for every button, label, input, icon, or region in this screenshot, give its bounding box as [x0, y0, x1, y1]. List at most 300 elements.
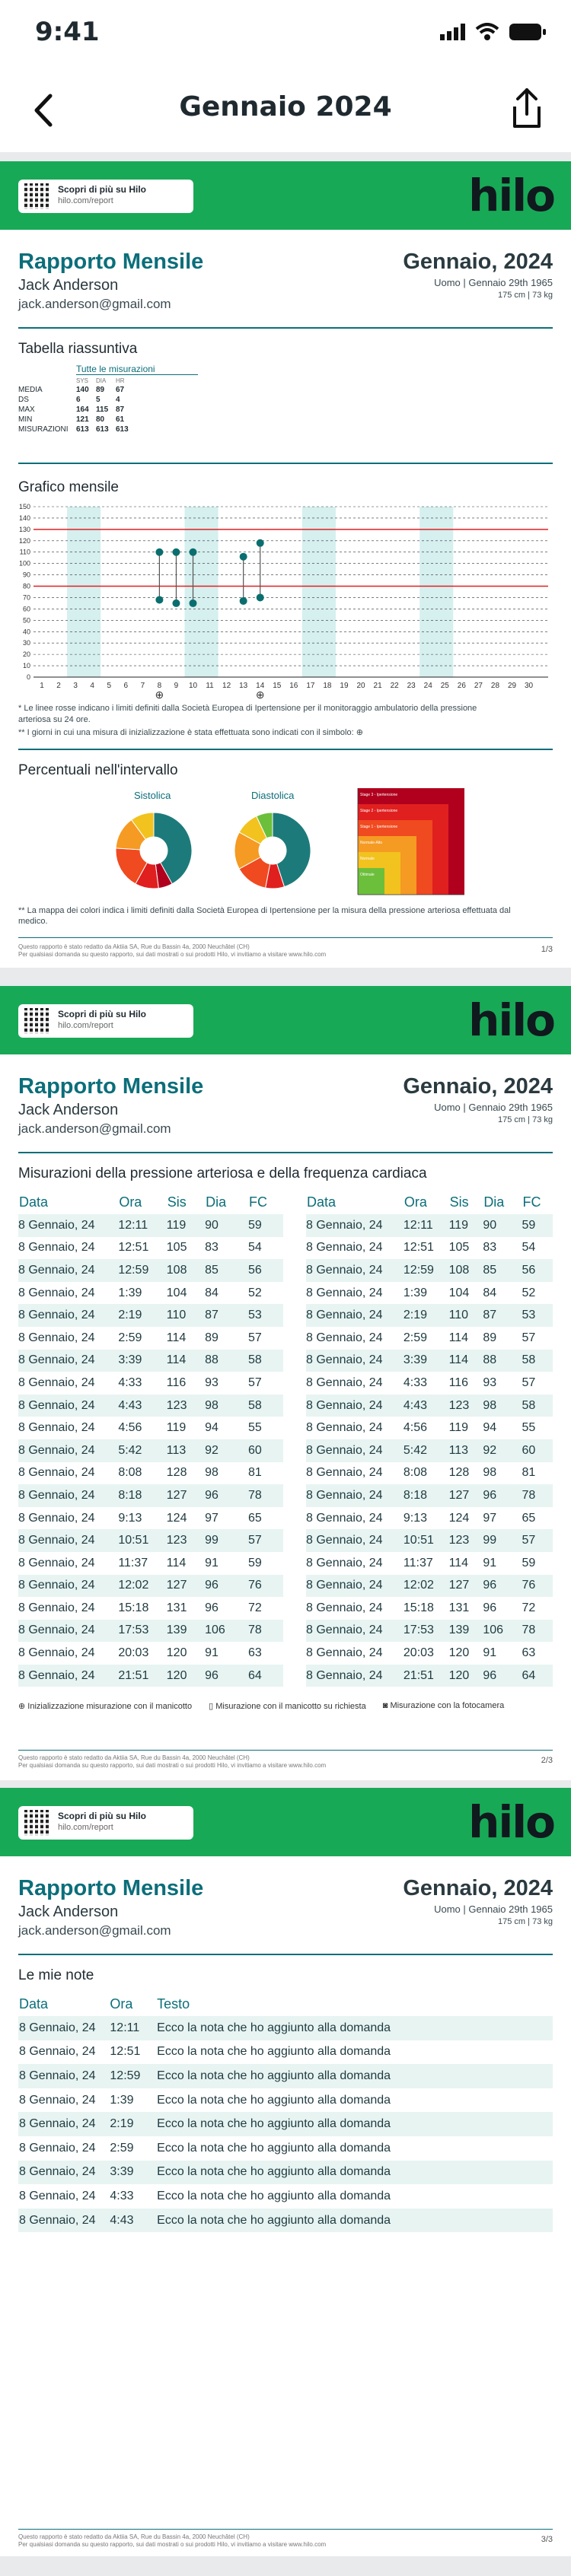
table-cell: 64 [248, 1665, 283, 1687]
legend-item: ◙ Misurazione con la fotocamera [382, 1701, 505, 1710]
table-cell: 12:59 [109, 2064, 156, 2088]
table-cell: 8 Gennaio, 24 [306, 1375, 383, 1389]
table-cell: 52 [248, 1286, 262, 1299]
cuff-init-icon: ⊕ [18, 1702, 26, 1711]
table-cell: Ecco la nota che ho aggiunto alla domanda [157, 2093, 391, 2107]
table-cell: 8 Gennaio, 24 [18, 1620, 118, 1643]
divider [18, 749, 553, 750]
table-cell: 2:59 [110, 2141, 134, 2155]
table-row [306, 1350, 553, 1372]
table-cell: 124 [448, 1511, 470, 1525]
x-tick-label: 22 [390, 682, 399, 690]
column-header: Dia [206, 1194, 227, 1210]
patient-body: 175 cm | 73 kg [498, 1115, 553, 1124]
table-cell: 8 Gennaio, 24 [306, 1304, 404, 1327]
table-cell: 98 [483, 1466, 497, 1480]
table-cell: 21:51 [404, 1665, 449, 1687]
divider [18, 1750, 553, 1751]
table-cell: 91 [205, 1646, 219, 1660]
table-cell: 65 [522, 1511, 536, 1525]
table-cell: 8 Gennaio, 24 [18, 1331, 95, 1344]
promo-url: hilo.com/report [58, 1021, 113, 1030]
table-cell: 4:56 [118, 1421, 142, 1435]
table-cell: Ecco la nota che ho aggiunto alla domanda [156, 2112, 553, 2136]
summary-value: 89 [96, 386, 105, 394]
table-cell: 12:51 [110, 2045, 141, 2059]
x-tick-label: 5 [107, 682, 112, 690]
note-row [18, 2016, 553, 2040]
table-cell: 123 [449, 1395, 483, 1417]
table-cell: 139 [449, 1620, 483, 1643]
x-tick-label: 10 [188, 682, 198, 690]
stage-label: Stage 2 - Ipertensione [360, 809, 398, 813]
promo-card[interactable] [18, 180, 193, 213]
table-cell: 55 [248, 1421, 262, 1435]
table-cell: 1:39 [403, 1286, 428, 1299]
y-tick-label: 50 [22, 616, 30, 625]
table-cell: 113 [449, 1439, 483, 1462]
table-cell: 106 [483, 1620, 522, 1643]
column-header: Sis [167, 1194, 187, 1210]
table-cell: 8 Gennaio, 24 [18, 1665, 118, 1687]
table-cell: 98 [205, 1395, 248, 1417]
x-tick-label: 30 [525, 682, 534, 690]
table-cell: 92 [205, 1439, 248, 1462]
summary-row [18, 415, 136, 425]
weekend-band [184, 507, 218, 677]
table-row [306, 1417, 553, 1439]
table-cell: 56 [248, 1259, 283, 1282]
note-row [18, 2064, 553, 2088]
table-cell: 113 [167, 1439, 205, 1462]
y-tick-label: 120 [18, 536, 30, 545]
patient-name: Jack Anderson [18, 1903, 119, 1920]
table-row [306, 1552, 553, 1575]
patient-info: Uomo | Gennaio 29th 1965 [434, 1102, 553, 1113]
x-tick-label: 27 [474, 682, 483, 690]
x-tick-label: 16 [289, 682, 298, 690]
qr-code [24, 1810, 50, 1836]
measures-table-left [18, 1190, 283, 1687]
divider [18, 463, 553, 464]
table-cell: 4:33 [118, 1375, 142, 1389]
table-cell: 8 Gennaio, 24 [18, 1214, 118, 1237]
x-tick-label: 15 [273, 682, 282, 690]
table-cell: 15:18 [118, 1601, 149, 1614]
table-cell: 96 [205, 1484, 248, 1507]
table-cell: 4:33 [110, 2189, 134, 2202]
table-cell: 108 [167, 1259, 205, 1282]
table-cell: 54 [248, 1241, 262, 1255]
note-row [18, 2161, 553, 2185]
table-cell: 81 [248, 1466, 262, 1480]
table-cell: 8 Gennaio, 24 [18, 1259, 118, 1282]
notes-table [18, 1992, 553, 2232]
table-cell: 8 Gennaio, 24 [18, 1286, 95, 1299]
table-cell: 10:51 [118, 1529, 166, 1552]
page-number: 2/3 [541, 1756, 553, 1765]
page-number: 3/3 [541, 2535, 553, 2544]
table-row [306, 1327, 553, 1350]
systolic-point [155, 549, 163, 556]
x-tick-label: 12 [222, 682, 231, 690]
column-header: Data [307, 1194, 337, 1210]
note-row [18, 2136, 553, 2161]
table-row [306, 1304, 553, 1327]
table-row [18, 1327, 283, 1350]
table-row [18, 1439, 283, 1462]
promo-card[interactable] [18, 1004, 193, 1038]
diastolic-point [155, 596, 163, 603]
monthly-bp-chart [11, 502, 562, 700]
table-cell: Ecco la nota che ho aggiunto alla domanda [156, 2064, 553, 2088]
chart-note-2: ** I giorni in cui una misura di inizializzazione è stata effettuata sono indicati con il simbolo: ⊕ [18, 728, 363, 737]
table-cell: 89 [205, 1331, 219, 1344]
table-cell: 104 [166, 1286, 187, 1299]
percent-donuts [107, 802, 335, 901]
table-cell: 8 Gennaio, 24 [19, 2093, 96, 2107]
footer: Questo rapporto è stato redatto da Aktiia SA, Rue du Bassin 4a, 2000 Neuchâtel (CH) Per qualsiasi domanda su questo rapporto, sui dati mostrati o sui prodotti Hilo, vi invitiamo a visitare www.hilo.com [18, 1754, 327, 1769]
x-tick-label: 11 [206, 682, 214, 690]
table-cell: 88 [483, 1350, 522, 1372]
table-cell: 8:08 [403, 1466, 428, 1480]
report-header [18, 1876, 553, 1945]
x-tick-label: 23 [407, 682, 416, 690]
table-cell: 119 [167, 1214, 205, 1237]
report-page-1 [0, 161, 571, 968]
table-cell: 8 Gennaio, 24 [18, 1484, 118, 1507]
table-cell: 98 [483, 1395, 522, 1417]
patient-body: 175 cm | 73 kg [498, 1917, 553, 1926]
table-cell: 76 [522, 1575, 553, 1598]
patient-name: Jack Anderson [18, 277, 119, 294]
table-cell: 57 [248, 1331, 262, 1344]
table-cell: 4:56 [403, 1421, 428, 1435]
table-row [306, 1597, 553, 1620]
table-cell: 84 [483, 1286, 497, 1299]
note-row [18, 2088, 553, 2113]
report-title: Rapporto Mensile [18, 1876, 204, 1900]
table-cell: 8 Gennaio, 24 [306, 1395, 404, 1417]
table-row [306, 1529, 553, 1552]
table-cell: 127 [167, 1484, 205, 1507]
table-cell: Ecco la nota che ho aggiunto alla domanda [156, 2016, 553, 2040]
table-cell: 124 [166, 1511, 187, 1525]
y-tick-label: 70 [22, 593, 30, 602]
legend-item: ⊕ Inizializzazione misurazione con il manicotto [18, 1702, 193, 1711]
table-cell: 5:42 [404, 1439, 449, 1462]
table-cell: 78 [248, 1620, 283, 1643]
table-cell: 8 Gennaio, 24 [18, 1375, 95, 1389]
patient-email: jack.anderson@gmail.com [18, 297, 171, 311]
table-cell: 8 Gennaio, 24 [306, 1575, 404, 1598]
stage-label: Normale [360, 857, 375, 861]
table-cell: 8 Gennaio, 24 [18, 1511, 95, 1525]
table-cell: 8 Gennaio, 24 [18, 1646, 95, 1660]
summary-value: 61 [116, 415, 125, 424]
table-cell: 8 Gennaio, 24 [306, 1646, 383, 1660]
x-tick-label: 28 [490, 682, 500, 690]
table-row [18, 1665, 283, 1687]
y-tick-label: 150 [18, 503, 30, 510]
divider [18, 2529, 553, 2530]
report-page-3 [0, 1788, 571, 2556]
table-cell: 20:03 [403, 1646, 434, 1660]
promo-title: Scopri di più su Hilo [58, 184, 147, 195]
table-row [306, 1462, 553, 1485]
table-row [306, 1620, 553, 1643]
patient-email: jack.anderson@gmail.com [18, 1923, 171, 1938]
table-cell: 8 Gennaio, 24 [18, 2209, 109, 2233]
table-cell: 96 [483, 1484, 522, 1507]
table-cell: 72 [522, 1601, 536, 1614]
y-tick-label: 90 [22, 571, 30, 579]
divider [18, 327, 553, 329]
table-cell: 8:08 [118, 1466, 142, 1480]
divider [18, 937, 553, 938]
table-cell: 85 [205, 1259, 248, 1282]
y-tick-label: 10 [22, 662, 30, 670]
x-tick-label: 7 [140, 682, 145, 690]
table-cell: 116 [166, 1375, 187, 1389]
table-cell: 3:39 [109, 2161, 156, 2185]
x-tick-label: 1 [40, 682, 44, 690]
status-icons [440, 23, 547, 41]
table-cell: 8 Gennaio, 24 [19, 2189, 96, 2202]
table-cell: 8 Gennaio, 24 [18, 1350, 118, 1372]
report-header [18, 1074, 553, 1143]
summary-label: MIN [18, 415, 33, 424]
table-cell: 57 [248, 1529, 283, 1552]
table-cell: 12:51 [118, 1241, 149, 1255]
summary-value: 6 [76, 396, 81, 404]
table-cell: 91 [205, 1556, 219, 1569]
table-cell: 3:39 [118, 1350, 166, 1372]
patient-email: jack.anderson@gmail.com [18, 1121, 171, 1136]
note-row [18, 2209, 553, 2233]
table-cell: 123 [167, 1395, 205, 1417]
table-cell: 120 [167, 1665, 205, 1687]
table-cell: 96 [205, 1575, 248, 1598]
table-row [306, 1484, 553, 1507]
report-title: Rapporto Mensile [18, 1074, 204, 1099]
table-row [306, 1237, 553, 1260]
summary-value: 613 [96, 425, 109, 434]
summary-row [18, 395, 136, 405]
table-cell: 8 Gennaio, 24 [306, 1529, 404, 1552]
table-cell: 8 Gennaio, 24 [306, 1556, 383, 1569]
summary-label: MISURAZIONI [18, 425, 69, 434]
percent-heading: Percentuali nell'intervallo [18, 762, 178, 778]
table-row [306, 1439, 553, 1462]
table-row [306, 1372, 553, 1395]
table-cell: Ecco la nota che ho aggiunto alla domanda [157, 2045, 391, 2059]
diastolic-point [190, 599, 197, 607]
table-cell: 93 [205, 1375, 219, 1389]
promo-url: hilo.com/report [58, 196, 113, 205]
x-tick-label: 26 [457, 682, 466, 690]
column-header: Ora [119, 1194, 142, 1210]
table-cell: 57 [248, 1375, 262, 1389]
table-cell: 2:19 [118, 1304, 166, 1327]
table-cell: 131 [166, 1601, 187, 1614]
table-cell: 96 [483, 1665, 522, 1687]
table-cell: 8 Gennaio, 24 [306, 1350, 404, 1372]
table-row [306, 1507, 553, 1530]
page-number: 1/3 [541, 945, 553, 954]
table-cell: 12:02 [404, 1575, 449, 1598]
report-title: Rapporto Mensile [18, 250, 204, 274]
table-row [18, 1575, 283, 1598]
table-row [18, 1417, 283, 1439]
table-cell: 21:51 [118, 1665, 166, 1687]
hilo-logo: hilo [468, 1796, 554, 1848]
table-cell: 57 [522, 1375, 536, 1389]
summary-value: 164 [76, 405, 89, 414]
y-tick-label: 0 [26, 673, 30, 681]
table-cell: Ecco la nota che ho aggiunto alla domanda [157, 2189, 391, 2202]
table-cell: 8 Gennaio, 24 [306, 1241, 383, 1255]
table-cell: 55 [522, 1421, 536, 1435]
table-cell: 94 [205, 1421, 219, 1435]
table-cell: 2:19 [404, 1304, 449, 1327]
table-cell: 96 [205, 1601, 219, 1614]
table-cell: 128 [166, 1466, 187, 1480]
table-cell: 120 [166, 1646, 187, 1660]
table-cell: 85 [483, 1259, 522, 1282]
table-cell: 8 Gennaio, 24 [306, 1439, 404, 1462]
x-tick-label: 20 [356, 682, 365, 690]
table-row [18, 1620, 283, 1643]
table-cell: 98 [205, 1466, 219, 1480]
table-cell: 8 Gennaio, 24 [306, 1331, 383, 1344]
table-cell: 63 [522, 1646, 536, 1660]
init-marker-icon: ⊕ [155, 689, 164, 700]
table-cell: 59 [522, 1556, 536, 1569]
table-row [306, 1665, 553, 1687]
table-cell: 4:43 [404, 1395, 449, 1417]
table-cell: 78 [522, 1620, 553, 1643]
patient-info: Uomo | Gennaio 29th 1965 [434, 1903, 553, 1915]
summary-value: 80 [96, 415, 105, 424]
x-tick-label: 19 [340, 682, 349, 690]
column-header: Sis [449, 1194, 469, 1210]
table-row [18, 1282, 283, 1305]
table-cell: 87 [483, 1304, 522, 1327]
stage-label: Ottimale [360, 873, 375, 877]
table-cell: 96 [205, 1665, 248, 1687]
table-cell: 58 [522, 1395, 553, 1417]
table-cell: 60 [248, 1439, 283, 1462]
table-row [306, 1642, 553, 1665]
table-cell: 59 [522, 1214, 553, 1237]
table-cell: 91 [483, 1556, 497, 1569]
table-cell: 9:13 [403, 1511, 428, 1525]
table-cell: 63 [248, 1646, 262, 1660]
table-cell: 8 Gennaio, 24 [18, 1556, 95, 1569]
summary-value: 67 [116, 386, 125, 394]
table-cell: 116 [448, 1375, 469, 1389]
promo-title: Scopri di più su Hilo [58, 1811, 147, 1821]
table-cell: 120 [449, 1665, 483, 1687]
summary-value: 115 [96, 405, 109, 414]
x-tick-label: 25 [440, 682, 449, 690]
table-cell: 58 [248, 1350, 283, 1372]
share-icon[interactable] [506, 85, 548, 131]
table-cell: 58 [248, 1395, 283, 1417]
hilo-logo: hilo [468, 170, 554, 221]
signal-icon [440, 24, 466, 40]
table-row [306, 1575, 553, 1598]
summary-subheading: Tutte le misurazioni [76, 364, 155, 374]
table-row [18, 1552, 283, 1575]
table-cell: 94 [483, 1421, 497, 1435]
promo-card[interactable] [18, 1806, 193, 1840]
table-cell: 12:11 [109, 2016, 156, 2040]
x-tick-label: 8 [157, 682, 162, 690]
table-cell: 57 [522, 1331, 536, 1344]
table-cell: 8 Gennaio, 24 [18, 1529, 118, 1552]
table-cell: 104 [448, 1286, 470, 1299]
table-cell: 8 Gennaio, 24 [18, 1241, 95, 1255]
table-row [18, 1529, 283, 1552]
table-cell: 12:02 [118, 1575, 166, 1598]
table-cell: 4:43 [109, 2209, 156, 2233]
stage-label: Normale-Alto [360, 841, 383, 845]
table-cell: 84 [205, 1286, 219, 1299]
header-bar [0, 161, 571, 230]
table-row [306, 1282, 553, 1305]
nav-bar [0, 68, 571, 152]
patient-body: 175 cm | 73 kg [498, 291, 553, 300]
table-cell: 139 [167, 1620, 205, 1643]
summary-unit: DIA [96, 377, 107, 384]
table-cell: 99 [205, 1529, 248, 1552]
report-header [18, 250, 553, 318]
column-header: Data [19, 1194, 49, 1210]
x-tick-label: 6 [123, 682, 129, 690]
table-cell: 8 Gennaio, 24 [18, 1601, 95, 1614]
table-cell: 123 [167, 1529, 205, 1552]
table-row [18, 1259, 283, 1282]
divider [18, 1152, 553, 1153]
table-cell: 12:59 [404, 1259, 449, 1282]
table-cell: 131 [448, 1601, 470, 1614]
y-tick-label: 20 [22, 650, 30, 659]
diastolic-point [257, 593, 264, 601]
chart-note-1: * Le linee rosse indicano i limiti definiti dalla Società Europea di Ipertensione per il monitoraggio ambulatorio della pressione arteriosa su 24 ore. [18, 704, 477, 724]
chart-heading: Grafico mensile [18, 479, 119, 495]
table-cell: 2:19 [109, 2112, 156, 2136]
table-cell: 99 [483, 1529, 522, 1552]
table-cell: 90 [205, 1214, 248, 1237]
table-cell: 11:37 [403, 1556, 433, 1569]
table-cell: 83 [205, 1241, 219, 1255]
summary-value: 4 [116, 396, 120, 404]
column-header: Testo [157, 1996, 190, 2012]
table-cell: 65 [248, 1511, 262, 1525]
measures-heading: Misurazioni della pressione arteriosa e della frequenza cardiaca [18, 1166, 427, 1181]
summary-value: 121 [76, 415, 89, 424]
table-cell: 105 [448, 1241, 470, 1255]
table-cell: 1:39 [118, 1286, 142, 1299]
table-cell: 127 [449, 1575, 483, 1598]
y-tick-label: 100 [18, 559, 30, 568]
report-month: Gennaio, 2024 [403, 1074, 553, 1099]
table-row [18, 1237, 283, 1260]
table-cell: 108 [449, 1259, 483, 1282]
table-cell: 4:33 [403, 1375, 428, 1389]
